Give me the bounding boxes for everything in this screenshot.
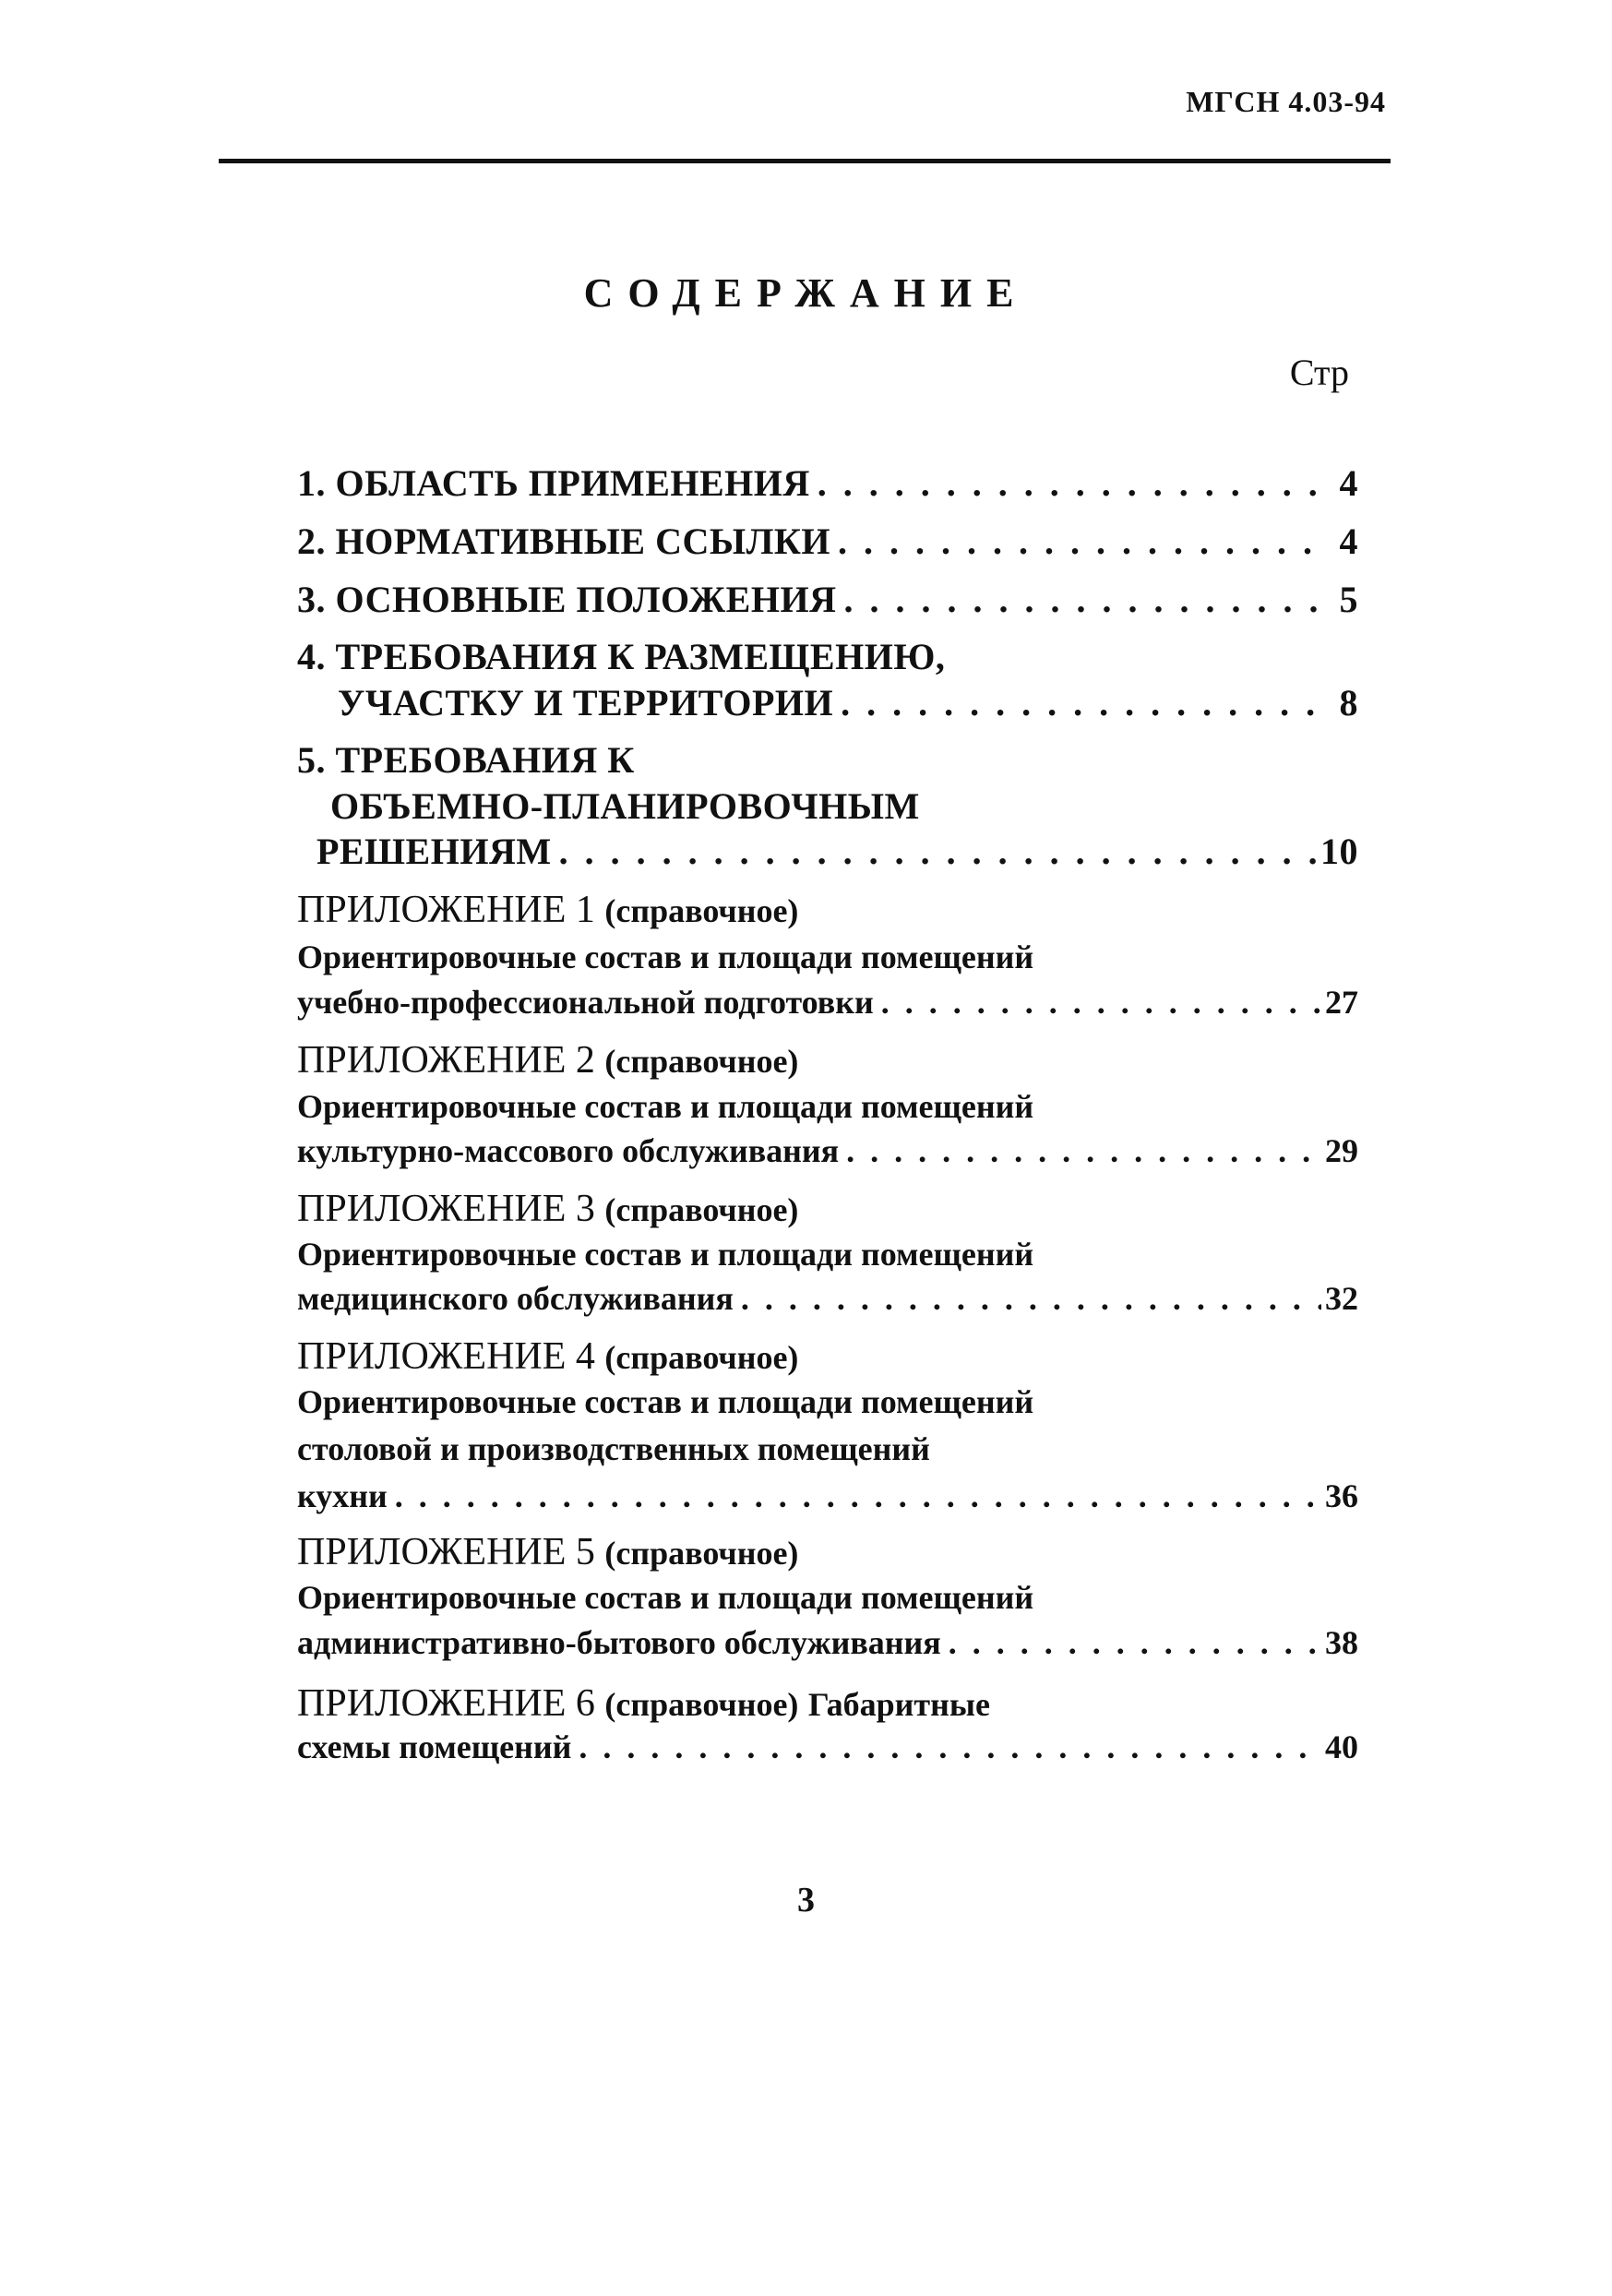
toc-entry-section-1[interactable] [297,461,1358,509]
appendix-page: 32 [1325,1280,1358,1317]
appendix-3-heading[interactable] [297,1187,798,1231]
dot-leader [552,830,1320,873]
toc-entry-section-2[interactable] [297,520,1358,568]
header-rule [219,159,1391,163]
appendix-description-line: Ориентировочные состав и площади помещений [297,939,1034,975]
toc-entry-section-3[interactable] [297,578,1358,626]
dot-leader [830,520,1321,563]
section-page: 8 [1339,682,1358,723]
toc-entry-appendix-5[interactable] [297,1623,1358,1671]
page-column-label: Стр [1289,352,1349,393]
document-code: МГСН 4.03-94 [1186,85,1386,118]
toc-entry-appendix-6[interactable] [297,1728,1358,1776]
appendix-description-line: схемы помещений [297,1728,572,1765]
appendix-4-heading[interactable] [297,1334,798,1379]
section-title: НОРМАТИВНЫЕ ССЫЛКИ [335,520,831,562]
section-title-line: ТРЕБОВАНИЯ К РАЗМЕЩЕНИЮ, [335,636,946,677]
appendix-label: ПРИЛОЖЕНИЕ 5 [297,1531,595,1573]
appendix-note: (справочное) [604,1043,799,1080]
appendix-label: ПРИЛОЖЕНИЕ 4 [297,1335,595,1378]
dot-leader [388,1477,1321,1515]
appendix-description-line: столовой и производственных помещений [297,1430,930,1467]
section-page: 4 [1339,462,1358,504]
dot-leader [734,1279,1321,1318]
toc-entry-section-5[interactable] [316,830,1358,878]
toc-entry-section-5-title[interactable] [297,738,635,782]
section-number: 2. [297,520,326,562]
toc-entry-appendix-4[interactable] [297,1477,1358,1525]
section-title-line: ТРЕБОВАНИЯ К [335,739,635,781]
appendix-note: (справочное) [604,1191,799,1228]
appendix-description-line: Ориентировочные состав и площади помещений [297,1088,1034,1125]
toc-entry-appendix-2[interactable] [297,1131,1358,1179]
appendix-description-line: кухни [297,1477,388,1514]
appendix-description-line: Ориентировочные состав и площади помещений [297,1236,1034,1273]
section-page: 10 [1320,831,1358,872]
appendix-description-line: Ориентировочные состав и площади помещений [297,1383,1034,1420]
section-title-line: УЧАСТКУ И ТЕРРИТОРИИ [338,682,834,723]
dot-leader [941,1623,1321,1662]
page-title: СОДЕРЖАНИЕ [583,270,1029,316]
page-number: 3 [797,1881,815,1919]
appendix-page: 29 [1325,1132,1358,1169]
section-number: 1. [297,462,326,504]
toc-entry-section-4-title[interactable] [297,635,945,678]
appendix-page: 38 [1325,1624,1358,1661]
appendix-description-line: медицинского обслуживания [297,1280,734,1317]
dot-leader [833,681,1321,724]
appendix-label: ПРИЛОЖЕНИЕ 1 [297,889,595,931]
appendix-note: (справочное) [604,1535,799,1572]
toc-entry-section-4[interactable] [338,681,1358,729]
toc-entry-appendix-1[interactable] [297,983,1358,1031]
appendix-title-inline: Габаритные [807,1686,990,1723]
appendix-page: 40 [1325,1728,1358,1765]
appendix-2-heading[interactable] [297,1038,798,1082]
appendix-6-heading[interactable] [297,1681,990,1726]
dot-leader [874,983,1321,1022]
appendix-5-heading[interactable] [297,1530,798,1574]
appendix-page: 27 [1325,984,1358,1021]
section-number: 5. [297,739,326,781]
appendix-note: (справочное) [604,892,799,929]
appendix-description-line: Ориентировочные состав и площади помещений [297,1579,1034,1616]
appendix-description-line: учебно-профессиональной подготовки [297,984,874,1021]
dot-leader [839,1131,1321,1170]
appendix-page: 36 [1325,1477,1358,1514]
appendix-label: ПРИЛОЖЕНИЕ 3 [297,1188,595,1230]
appendix-1-heading[interactable] [297,888,798,932]
section-title-line: РЕШЕНИЯМ [316,831,552,872]
section-page: 5 [1339,579,1358,620]
section-page: 4 [1339,520,1358,562]
section-number: 3. [297,579,326,620]
appendix-note: (справочное) [604,1339,799,1376]
appendix-description-line: административно-бытового обслуживания [297,1624,941,1661]
section-title: ОБЛАСТЬ ПРИМЕНЕНИЯ [335,462,810,504]
toc-entry-appendix-3[interactable] [297,1279,1358,1327]
section-title: ОСНОВНЫЕ ПОЛОЖЕНИЯ [335,579,837,620]
section-title-line: ОБЪЕМНО-ПЛАНИРОВОЧНЫМ [330,785,920,827]
appendix-description-line: культурно-массового обслуживания [297,1132,840,1169]
appendix-note: (справочное) [604,1686,799,1723]
dot-leader [836,578,1321,621]
appendix-label: ПРИЛОЖЕНИЕ 2 [297,1039,595,1082]
appendix-label: ПРИЛОЖЕНИЕ 6 [297,1682,595,1725]
section-number: 4. [297,636,326,677]
dot-leader [810,461,1321,505]
dot-leader [571,1728,1321,1766]
